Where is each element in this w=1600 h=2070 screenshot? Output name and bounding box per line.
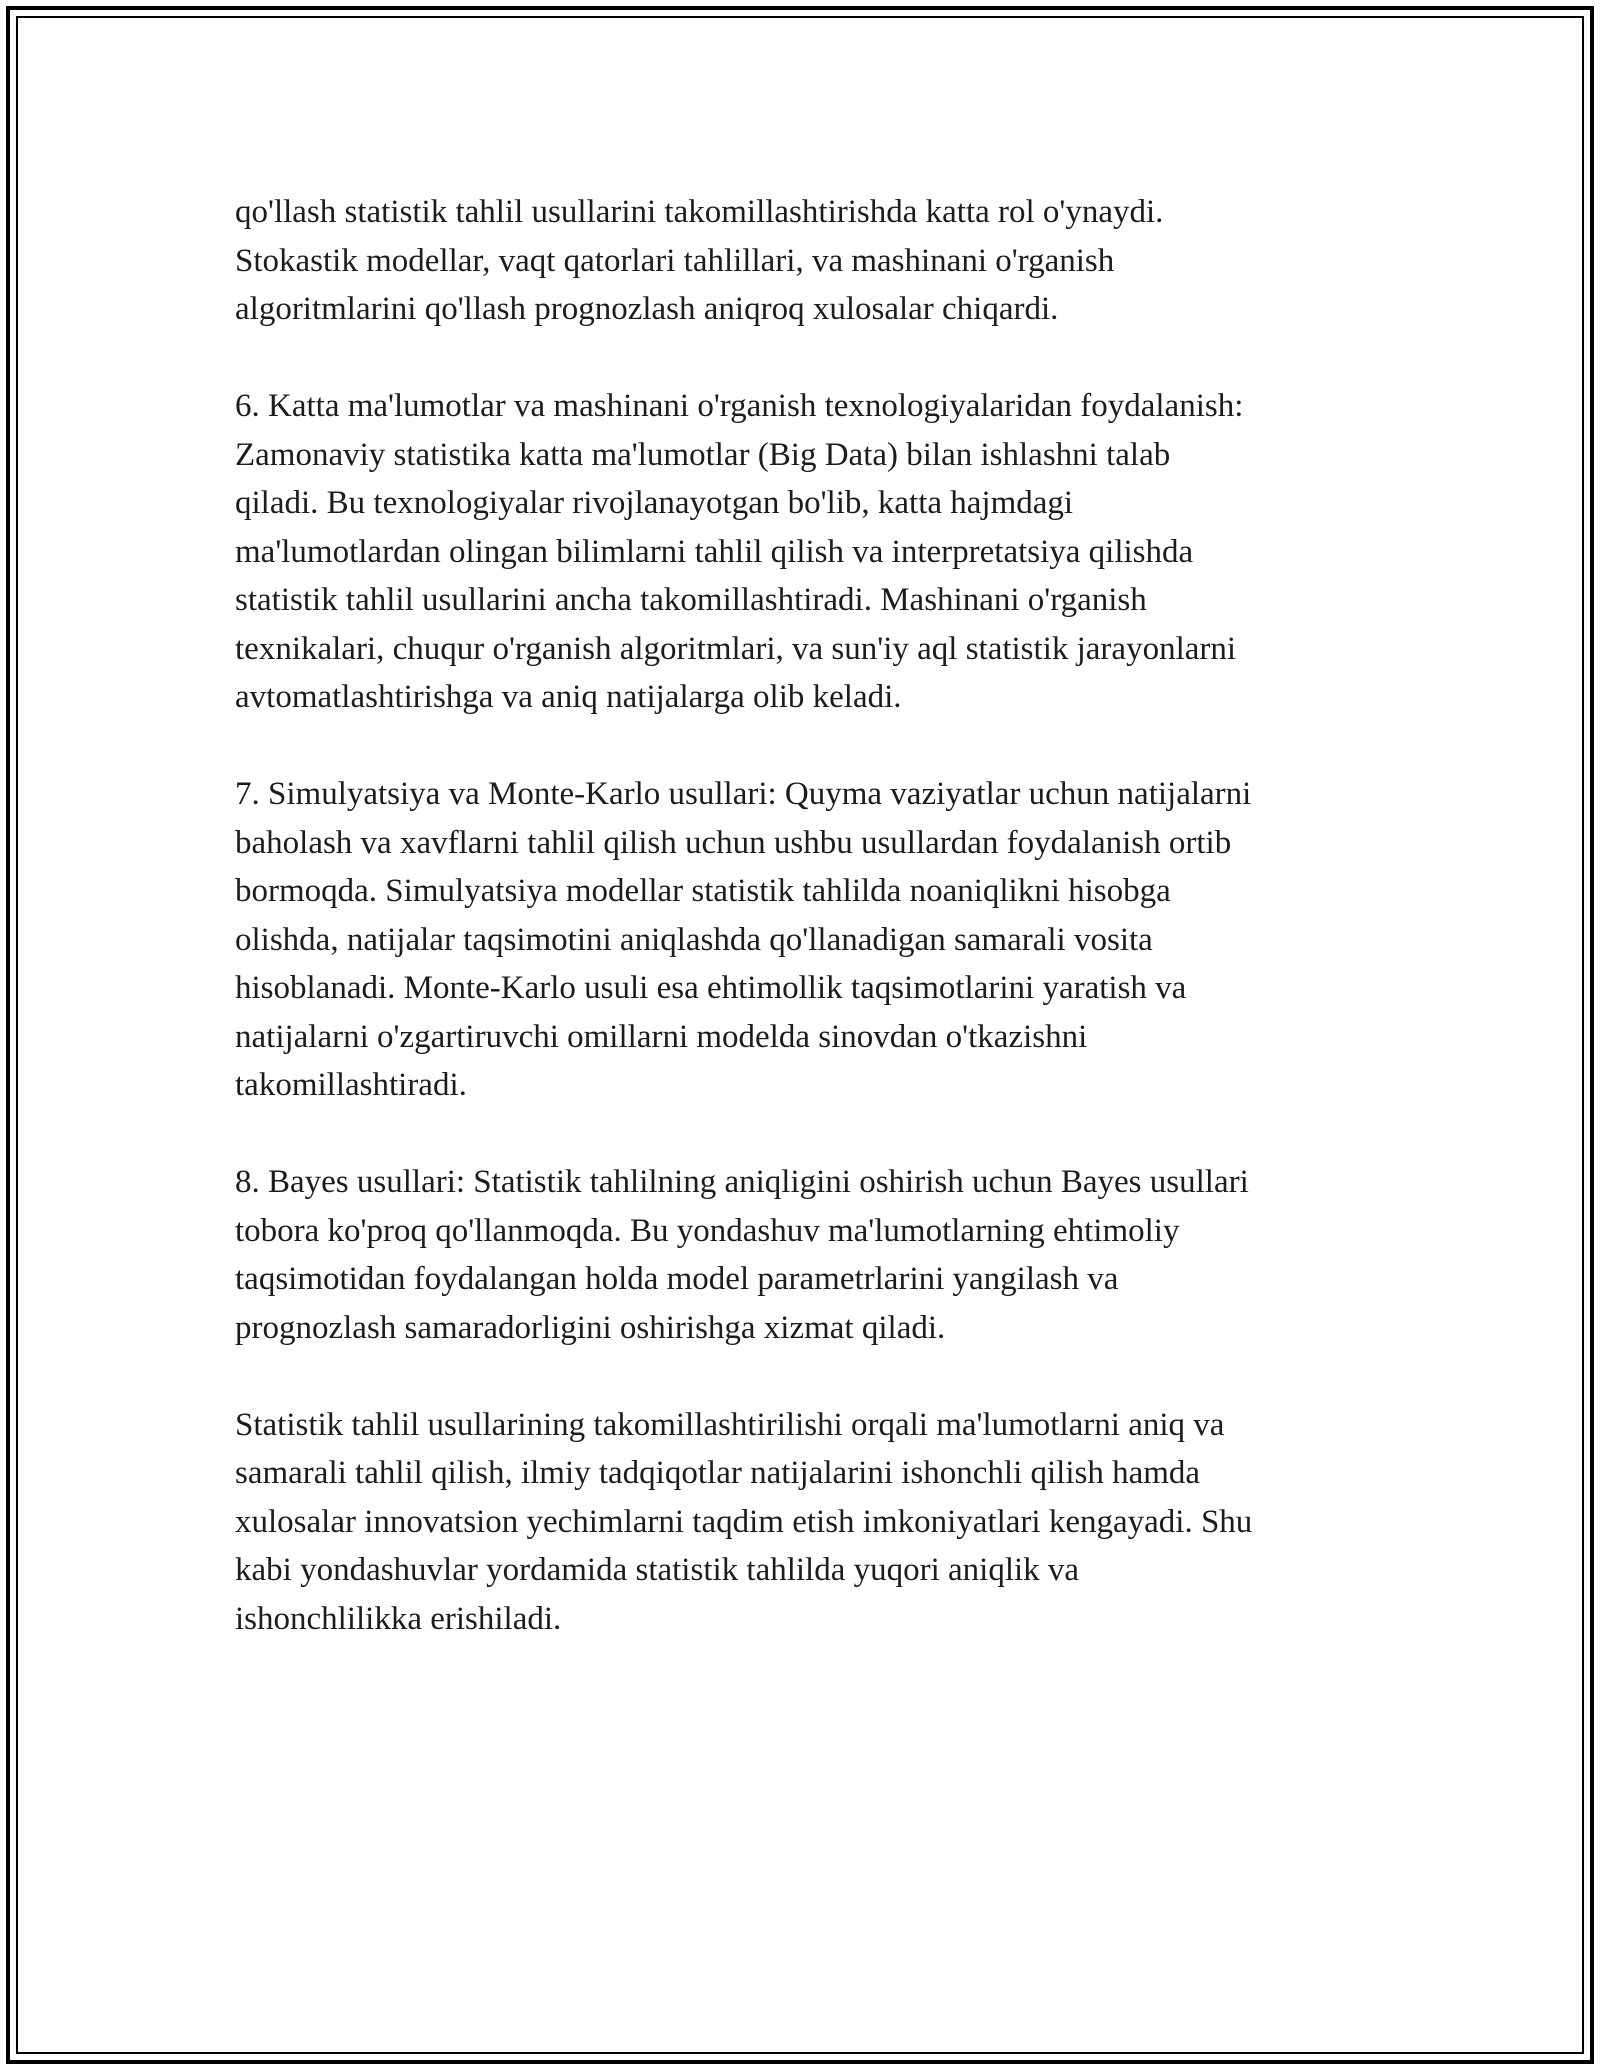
paragraph-continuation: qo'llash statistik tahlil usullarini takomillashtirishda katta rol o'ynaydi. Stokastik modellar, vaqt qatorlari tahlillari, va mashinani o'rganish algoritmlarini qo'llash prognozlash aniqroq xulosalar chiqardi. bbox=[235, 194, 1164, 327]
paragraph-simulation-monte-carlo: 7. Simulyatsiya va Monte-Karlo usullari: Quyma vaziyatlar uchun natijalarni baholash va xavflarni tahlil qilish uchun ushbu usullardan foydalanish ortib bormoqda. Simulyatsiya modellar statistik tahlilda noaniqlikni hisobga olishda, natijalar taqsimotini aniqlashda qo'llanadigan samarali vosita hisoblanadi. Monte-Karlo usuli esa ehtimollik taqsimotlarini yaratish va natijalarni o'zgartiruvchi omillarni modelda sinovdan o'tkazishni takomillashtiradi. bbox=[235, 776, 1252, 1103]
paragraph-conclusion: Statistik tahlil usullarining takomillashtirilishi orqali ma'lumotlarni aniq va samarali tahlil qilish, ilmiy tadqiqotlar natijalarini ishonchli qilish hamda xulosalar innovatsion yechimlarni taqdim etish imkoniyatlari kengayadi. Shu kabi yondashuvlar yordamida statistik tahlilda yuqori aniqlik va ishonchlilikka erishiladi. bbox=[235, 1406, 1253, 1637]
document-body bbox=[235, 188, 1395, 1643]
paragraph-big-data-machine-learning: 6. Katta ma'lumotlar va mashinani o'rganish texnologiyalaridan foydalanish: Zamonaviy statistika katta ma'lumotlar (Big Data) bilan ishlashni talab qiladi. Bu texnologiyalar rivojlanayotgan bo'lib, katta hajmdagi ma'lumotlardan olingan bilimlarni tahlil qilish va interpretatsiya qilishda statistik tahlil usullarini ancha takomillashtiradi. Mashinani o'rganish texnikalari, chuqur o'rganish algoritmlari, va sun'iy aql statistik jarayonlarni avtomatlashtirishga va aniq natijalarga olib keladi. bbox=[235, 388, 1244, 715]
paragraph-bayes-methods: 8. Bayes usullari: Statistik tahlilning aniqligini oshirish uchun Bayes usullari tobora ko'proq qo'llanmoqda. Bu yondashuv ma'lumotlarning ehtimoliy taqsimotidan foydalangan holda model parametrlarini yangilash va prognozlash samaradorligini oshirishga xizmat qiladi. bbox=[235, 1164, 1249, 1346]
